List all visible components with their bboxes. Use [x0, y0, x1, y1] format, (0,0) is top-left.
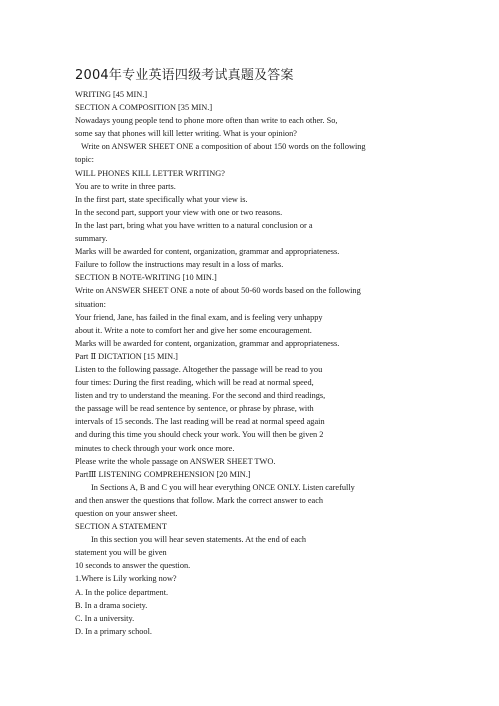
- text-line: In the first part, state specifically what your view is.: [75, 194, 248, 204]
- text-line: about it. Write a note to comfort her and give her some encouragement.: [75, 325, 312, 335]
- text-line: question on your answer sheet.: [75, 509, 178, 518]
- text-line: C. In a university.: [75, 613, 135, 623]
- text-line: minutes to check through your work once more.: [75, 443, 235, 453]
- text-line: four times: During the first reading, which will be read at normal speed,: [75, 378, 314, 388]
- text-line: Your friend, Jane, has failed in the final exam, and is feeling very unhappy: [75, 312, 323, 322]
- text-line: intervals of 15 seconds. The last reading will be read at normal speed again: [75, 417, 325, 427]
- text-line: Please write the whole passage on ANSWER SHEET TWO.: [75, 456, 276, 466]
- text-line: PartⅢ LISTENING COMPREHENSION [20 MIN.]: [75, 469, 251, 479]
- text-line: In Sections A, B and C you will hear everything ONCE ONLY. Listen carefully: [91, 482, 355, 492]
- text-line: Failure to follow the instructions may result in a loss of marks.: [75, 260, 284, 270]
- document-title: 2004年专业英语四级考试真题及答案: [75, 68, 294, 83]
- text-line: In the second part, support your view with one or two reasons.: [75, 207, 283, 217]
- text-line: Marks will be awarded for content, organization, grammar and appropriateness.: [75, 247, 340, 257]
- text-line: summary.: [75, 234, 108, 244]
- text-line: statement you will be given: [75, 548, 167, 558]
- text-line: SECTION B NOTE-WRITING [10 MIN.]: [75, 273, 217, 283]
- text-line: 1.Where is Lily working now?: [75, 574, 177, 584]
- text-line: B. In a drama society.: [75, 600, 148, 610]
- text-line: In this section you will hear seven statements. At the end of each: [91, 535, 306, 545]
- text-line: SECTION A STATEMENT: [75, 522, 167, 532]
- text-line: Write on ANSWER SHEET ONE a composition of about 150 words on the following: [81, 142, 366, 152]
- text-line: topic:: [75, 155, 94, 165]
- text-line: Marks will be awarded for content, organization, grammar and appropriateness.: [75, 338, 340, 348]
- text-line: and during this time you should check your work. You will then be given 2: [75, 430, 324, 440]
- text-line: listen and try to understand the meaning. For the second and third readings,: [75, 391, 326, 401]
- text-line: Nowadays young people tend to phone more often than write to each other. So,: [75, 116, 338, 126]
- text-line: Part Ⅱ DICTATION [15 MIN.]: [75, 351, 178, 361]
- text-line: the passage will be read sentence by sentence, or phrase by phrase, with: [75, 404, 314, 414]
- text-line: WILL PHONES KILL LETTER WRITING?: [75, 168, 225, 178]
- text-line: A. In the police department.: [75, 587, 169, 597]
- text-line: Write on ANSWER SHEET ONE a note of about 50-60 words based on the following: [75, 286, 361, 296]
- text-line: 10 seconds to answer the question.: [75, 561, 191, 571]
- text-line: some say that phones will kill letter writing. What is your opinion?: [75, 129, 297, 139]
- text-line: In the last part, bring what you have written to a natural conclusion or a: [75, 220, 313, 230]
- document-page: [75, 68, 485, 638]
- document-body: [75, 88, 485, 638]
- text-line: Listen to the following passage. Altogether the passage will be read to you: [75, 364, 323, 374]
- text-line: D. In a primary school.: [75, 626, 152, 636]
- text-line: SECTION A COMPOSITION [35 MIN.]: [75, 103, 213, 113]
- text-line: You are to write in three parts.: [75, 181, 176, 191]
- text-line: and then answer the questions that follow. Mark the correct answer to each: [75, 495, 324, 505]
- text-line: situation:: [75, 299, 106, 309]
- text-line: WRITING [45 MIN.]: [75, 90, 148, 99]
